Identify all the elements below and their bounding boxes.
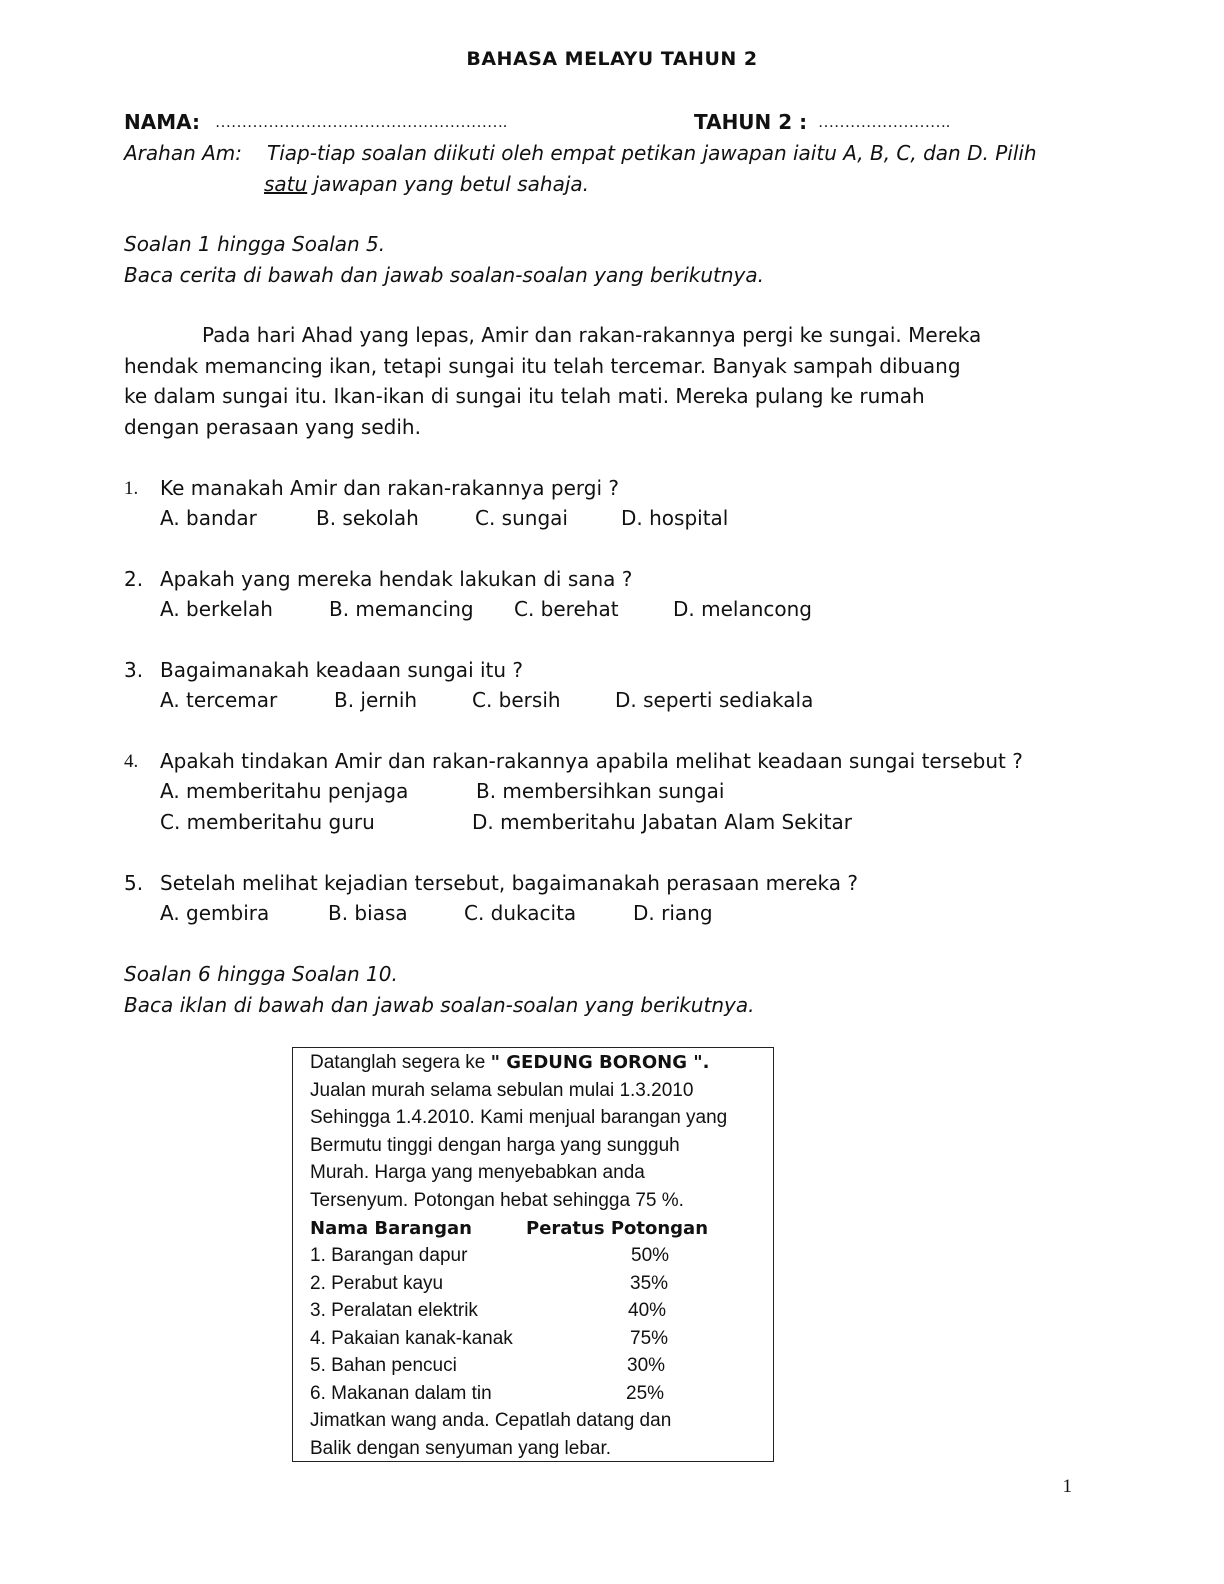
ad-line-4: Bermutu tinggi dengan harga yang sungguh — [310, 1135, 680, 1156]
arahan-line-2-rest: jawapan yang betul sahaja. — [307, 172, 589, 196]
tahun-label: TAHUN 2 : — [694, 110, 808, 134]
ad-col-pct-header: Peratus Potongan — [526, 1218, 709, 1239]
nama-label: NAMA: — [124, 110, 200, 134]
passage-line-4: dengan perasaan yang sedih. — [124, 415, 421, 439]
ad-item-6-name: 6. Makanan dalam tin — [310, 1383, 492, 1404]
ad-store-name: " GEDUNG BORONG ". — [490, 1052, 710, 1073]
q4-option-c: C. memberitahu guru — [160, 810, 375, 834]
ad-item-5-name: 5. Bahan pencuci — [310, 1355, 457, 1376]
ad-item-2-name: 2. Perabut kayu — [310, 1273, 444, 1294]
question-3-number: 3. — [124, 658, 144, 682]
ad-line-2: Jualan murah selama sebulan mulai 1.3.2010 — [310, 1080, 694, 1101]
section-2-heading: Soalan 6 hingga Soalan 10. — [124, 962, 398, 986]
q3-option-b: B. jernih — [334, 688, 418, 712]
ad-item-2-pct: 35% — [630, 1273, 669, 1294]
q5-option-a: A. gembira — [160, 901, 270, 925]
section-1-instruction: Baca cerita di bawah dan jawab soalan-soalan yang berikutnya. — [124, 263, 764, 287]
page-title: BAHASA MELAYU TAHUN 2 — [466, 48, 758, 70]
q1-option-c: C. sungai — [475, 506, 568, 530]
nama-dots: ………………………………………………. — [215, 114, 507, 131]
q4-option-b: B. membersihkan sungai — [476, 779, 725, 803]
ad-item-6-pct: 25% — [626, 1383, 665, 1404]
ad-line-5: Murah. Harga yang menyebabkan anda — [310, 1162, 645, 1183]
ad-item-3-pct: 40% — [628, 1300, 667, 1321]
question-2-text: Apakah yang mereka hendak lakukan di sana ? — [160, 567, 633, 591]
ad-item-5-pct: 30% — [627, 1355, 666, 1376]
q4-option-a: A. memberitahu penjaga — [160, 779, 409, 803]
q3-option-a: A. tercemar — [160, 688, 278, 712]
question-4-text: Apakah tindakan Amir dan rakan-rakannya apabila melihat keadaan sungai tersebut ? — [160, 749, 1023, 773]
ad-col-item-header: Nama Barangan — [310, 1218, 472, 1239]
section-2-instruction: Baca iklan di bawah dan jawab soalan-soalan yang berikutnya. — [124, 993, 755, 1017]
passage-line-3: ke dalam sungai itu. Ikan-ikan di sungai itu telah mati. Mereka pulang ke rumah — [124, 384, 925, 408]
q5-option-b: B. biasa — [328, 901, 408, 925]
q2-option-a: A. berkelah — [160, 597, 273, 621]
tahun-dots: ……………………. — [818, 114, 950, 131]
page-number: 1 — [1062, 1476, 1072, 1497]
ad-line-6: Tersenyum. Potongan hebat sehingga 75 %. — [310, 1190, 684, 1211]
arahan-satu: satu — [264, 172, 308, 196]
question-5-number: 5. — [124, 871, 144, 895]
q4-option-d: D. memberitahu Jabatan Alam Sekitar — [472, 810, 852, 834]
question-3-text: Bagaimanakah keadaan sungai itu ? — [160, 658, 524, 682]
passage-line-2: hendak memancing ikan, tetapi sungai itu telah tercemar. Banyak sampah dibuang — [124, 354, 961, 378]
q5-option-d: D. riang — [633, 901, 713, 925]
ad-item-4-pct: 75% — [630, 1328, 669, 1349]
ad-item-4-name: 4. Pakaian kanak-kanak — [310, 1328, 513, 1349]
q1-option-d: D. hospital — [621, 506, 729, 530]
passage-line-1: Pada hari Ahad yang lepas, Amir dan rakan-rakannya pergi ke sungai. Mereka — [202, 323, 982, 347]
arahan-line-2 — [264, 172, 589, 196]
q1-option-a: A. bandar — [160, 506, 257, 530]
ad-item-1-pct: 50% — [631, 1245, 670, 1266]
arahan-line-1: Tiap-tiap soalan diikuti oleh empat petikan jawapan iaitu A, B, C, dan D. Pilih — [267, 141, 1037, 165]
ad-item-3-name: 3. Peralatan elektrik — [310, 1300, 478, 1321]
ad-closing-1: Jimatkan wang anda. Cepatlah datang dan — [310, 1410, 672, 1431]
q2-option-b: B. memancing — [329, 597, 474, 621]
ad-item-1-name: 1. Barangan dapur — [310, 1245, 468, 1266]
question-1-number: 1. — [124, 478, 139, 499]
question-5-text: Setelah melihat kejadian tersebut, bagaimanakah perasaan mereka ? — [160, 871, 858, 895]
arahan-label: Arahan Am: — [124, 141, 243, 165]
q2-option-d: D. melancong — [673, 597, 812, 621]
question-2-number: 2. — [124, 567, 144, 591]
q5-option-c: C. dukacita — [464, 901, 577, 925]
ad-line-3: Sehingga 1.4.2010. Kami menjual barangan yang — [310, 1107, 728, 1128]
q2-option-c: C. berehat — [514, 597, 619, 621]
question-4-number: 4. — [124, 751, 139, 772]
q3-option-c: C. bersih — [472, 688, 561, 712]
q1-option-b: B. sekolah — [316, 506, 419, 530]
question-1-text: Ke manakah Amir dan rakan-rakannya pergi ? — [160, 476, 619, 500]
q3-option-d: D. seperti sediakala — [615, 688, 814, 712]
ad-line-1 — [310, 1052, 710, 1074]
ad-line-1-pre: Datanglah segera ke — [310, 1052, 491, 1073]
ad-closing-2: Balik dengan senyuman yang lebar. — [310, 1438, 612, 1459]
section-1-heading: Soalan 1 hingga Soalan 5. — [124, 232, 386, 256]
advertisement-box — [292, 1047, 774, 1462]
